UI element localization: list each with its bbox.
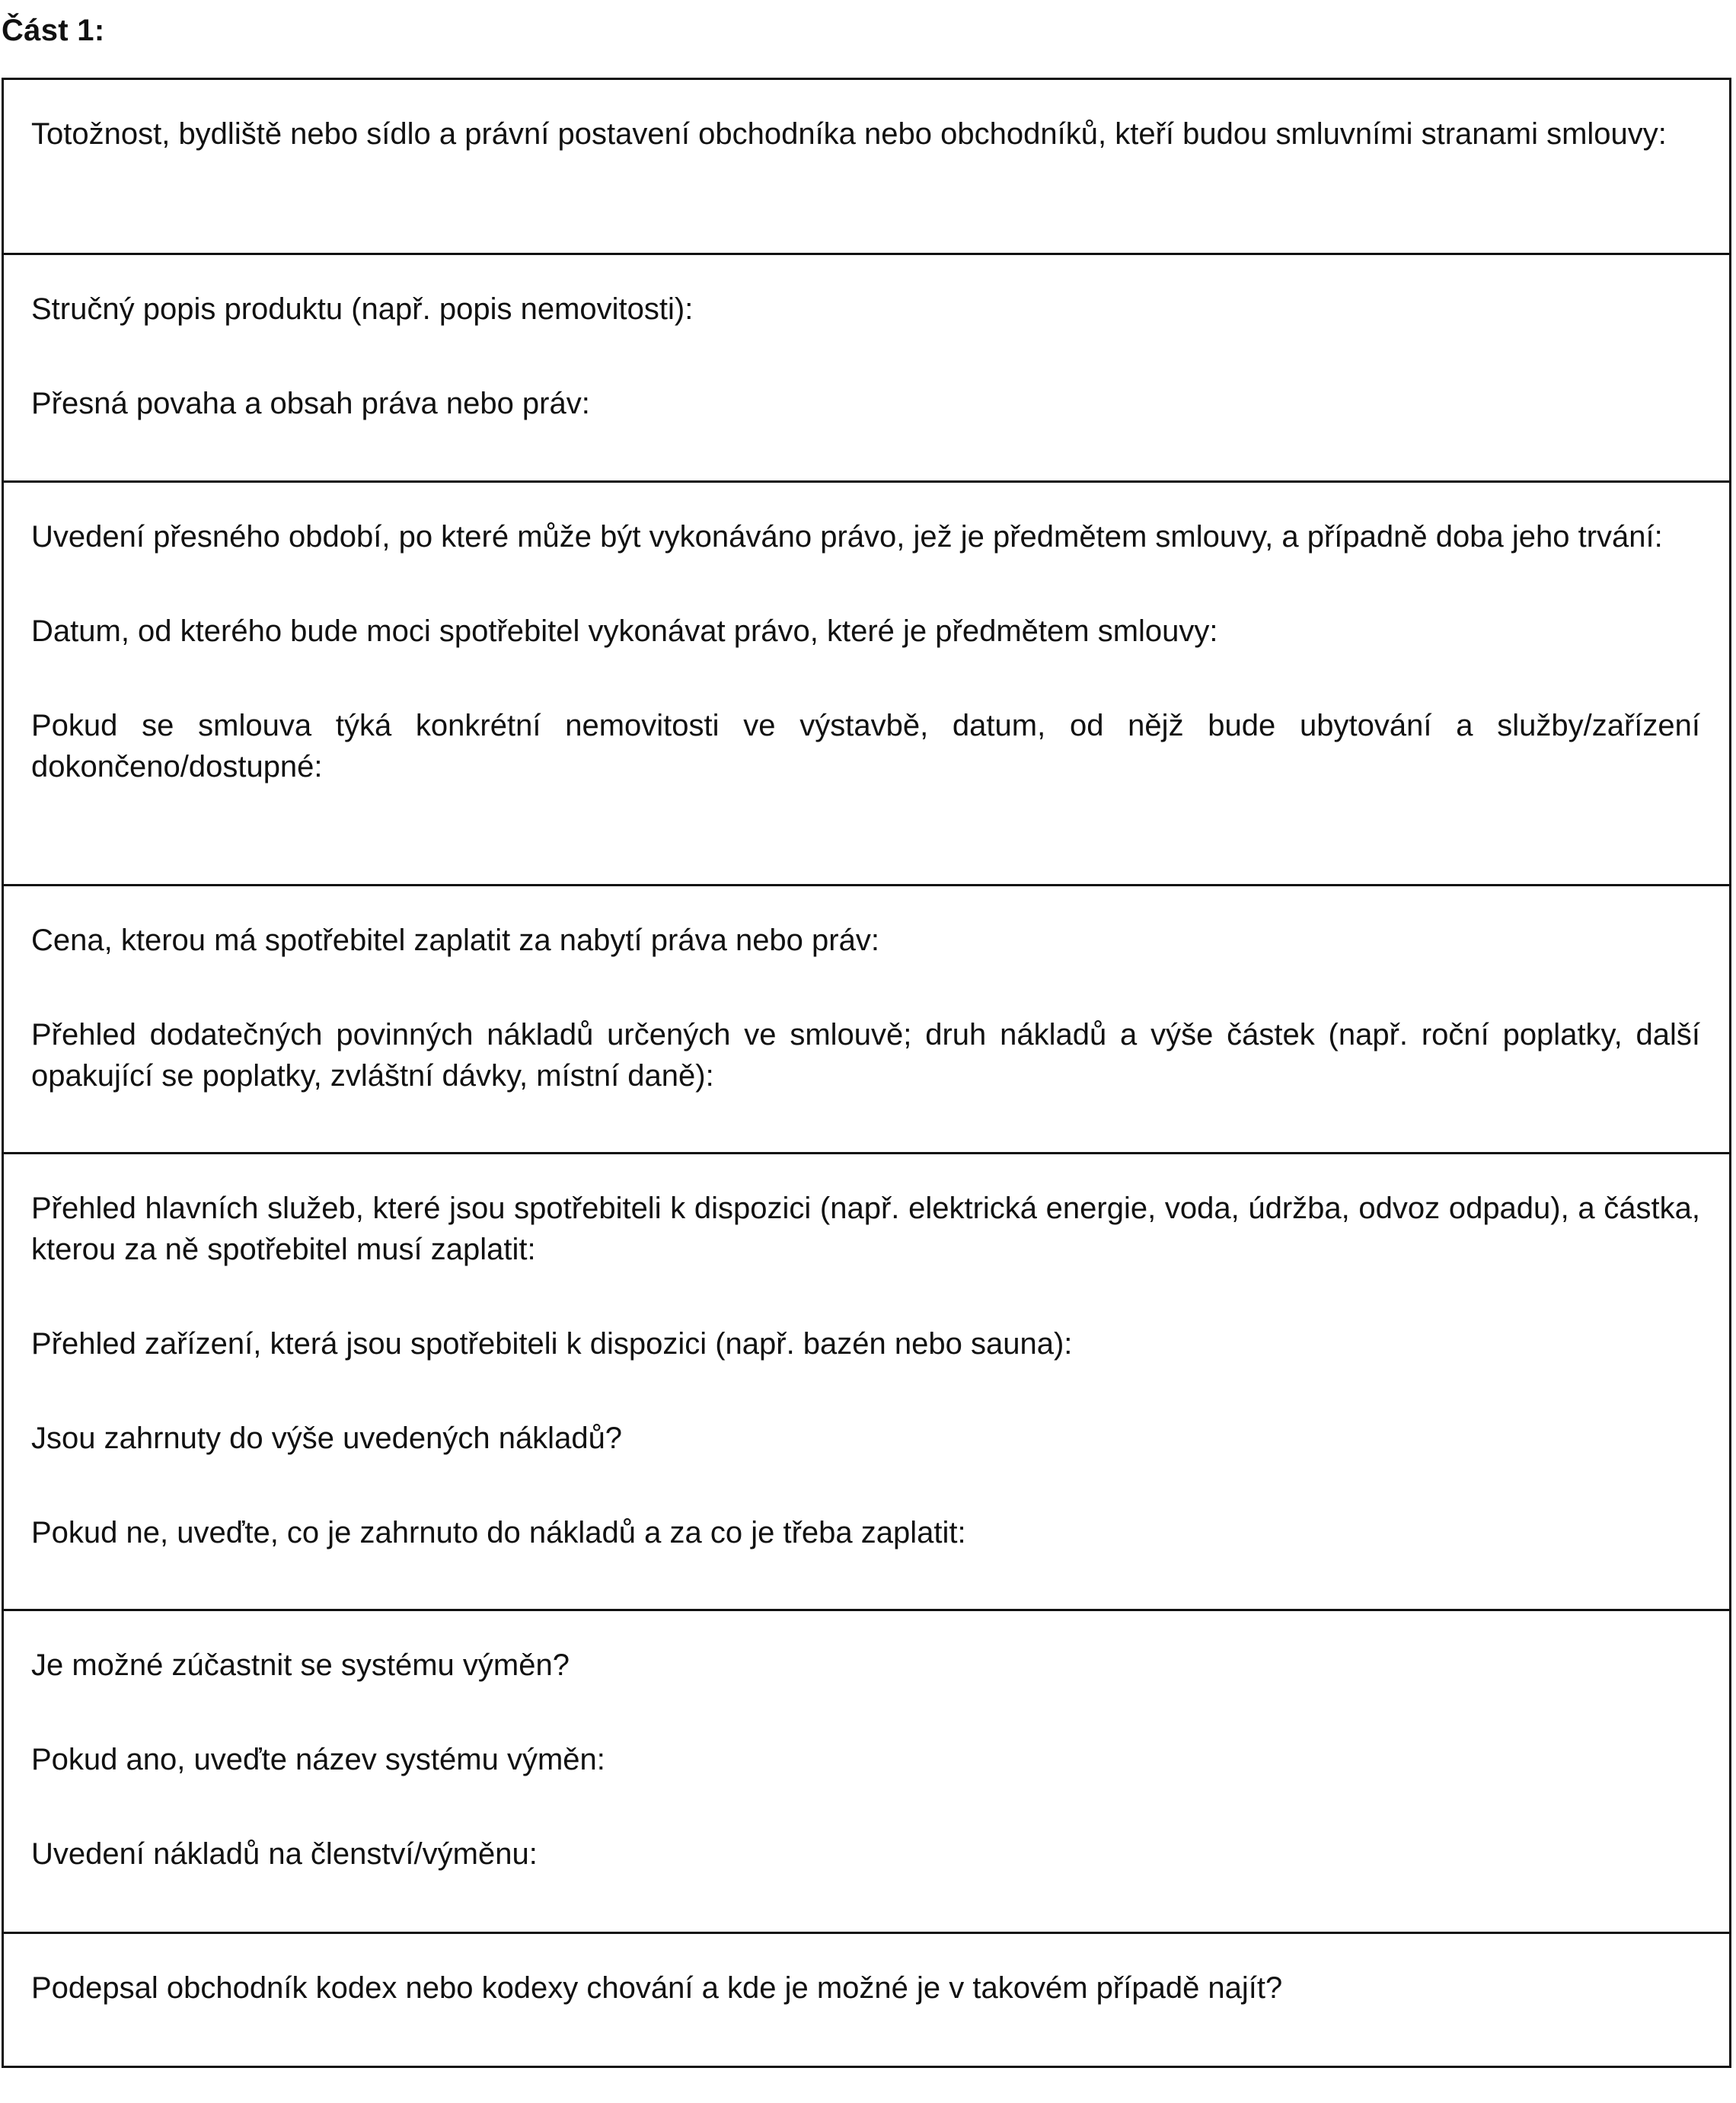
page-title: Část 1: — [2, 14, 105, 47]
form-item: Jsou zahrnuty do výše uvedených nákladů? — [31, 1422, 623, 1455]
section-period-and-dates — [4, 483, 1729, 886]
form-item: Datum, od kterého bude moci spotřebitel vykonávat právo, které je předmětem smlouvy: — [31, 614, 1218, 648]
form-item: Uvedení přesného období, po které může být vykonáváno právo, jež je předmětem smlouvy, a případně doba jeho trvání: — [31, 520, 1663, 554]
form-item: Podepsal obchodník kodex nebo kodexy chování a kde je možné je v takovém případě najít? — [31, 1971, 1283, 2005]
form-item: Totožnost, bydliště nebo sídlo a právní postavení obchodníka nebo obchodníků, kteří budou smluvními stranami smlouvy: — [31, 117, 1667, 151]
form-item: Je možné zúčastnit se systému výměn? — [31, 1648, 570, 1682]
form-item: Pokud ano, uveďte název systému výměn: — [31, 1743, 605, 1776]
form-item: Přehled hlavních služeb, které jsou spotřebiteli k dispozici (např. elektrická energie, voda, údržba, odvoz odpadu), a částka, kterou za ně spotřebitel musí zaplatit: — [31, 1192, 1700, 1266]
section-trader-identity — [4, 80, 1729, 255]
form-item: Cena, kterou má spotřebitel zaplatit za nabytí práva nebo práv: — [31, 924, 879, 957]
section-exchange-system — [4, 1611, 1729, 1934]
form-table — [2, 78, 1731, 2068]
section-services-and-facilities — [4, 1154, 1729, 1611]
form-item: Přehled dodatečných povinných nákladů určených ve smlouvě; druh nákladů a výše částek (např. roční poplatky, další opakující se poplatky, zvláštní dávky, místní daně): — [31, 1018, 1700, 1093]
form-item: Pokud ne, uveďte, co je zahrnuto do nákladů a za co je třeba zaplatit: — [31, 1516, 966, 1549]
form-item: Stručný popis produktu (např. popis nemovitosti): — [31, 292, 694, 326]
form-item: Přehled zařízení, která jsou spotřebiteli k dispozici (např. bazén nebo sauna): — [31, 1327, 1073, 1361]
form-item: Pokud se smlouva týká konkrétní nemovitosti ve výstavbě, datum, od nějž bude ubytování a služby/zařízení dokončeno/dostupné: — [31, 709, 1700, 783]
section-price-and-costs — [4, 886, 1729, 1154]
form-item: Uvedení nákladů na členství/výměnu: — [31, 1837, 538, 1871]
section-product-description — [4, 255, 1729, 483]
section-code-of-conduct — [4, 1934, 1729, 2068]
form-item: Přesná povaha a obsah práva nebo práv: — [31, 387, 590, 420]
